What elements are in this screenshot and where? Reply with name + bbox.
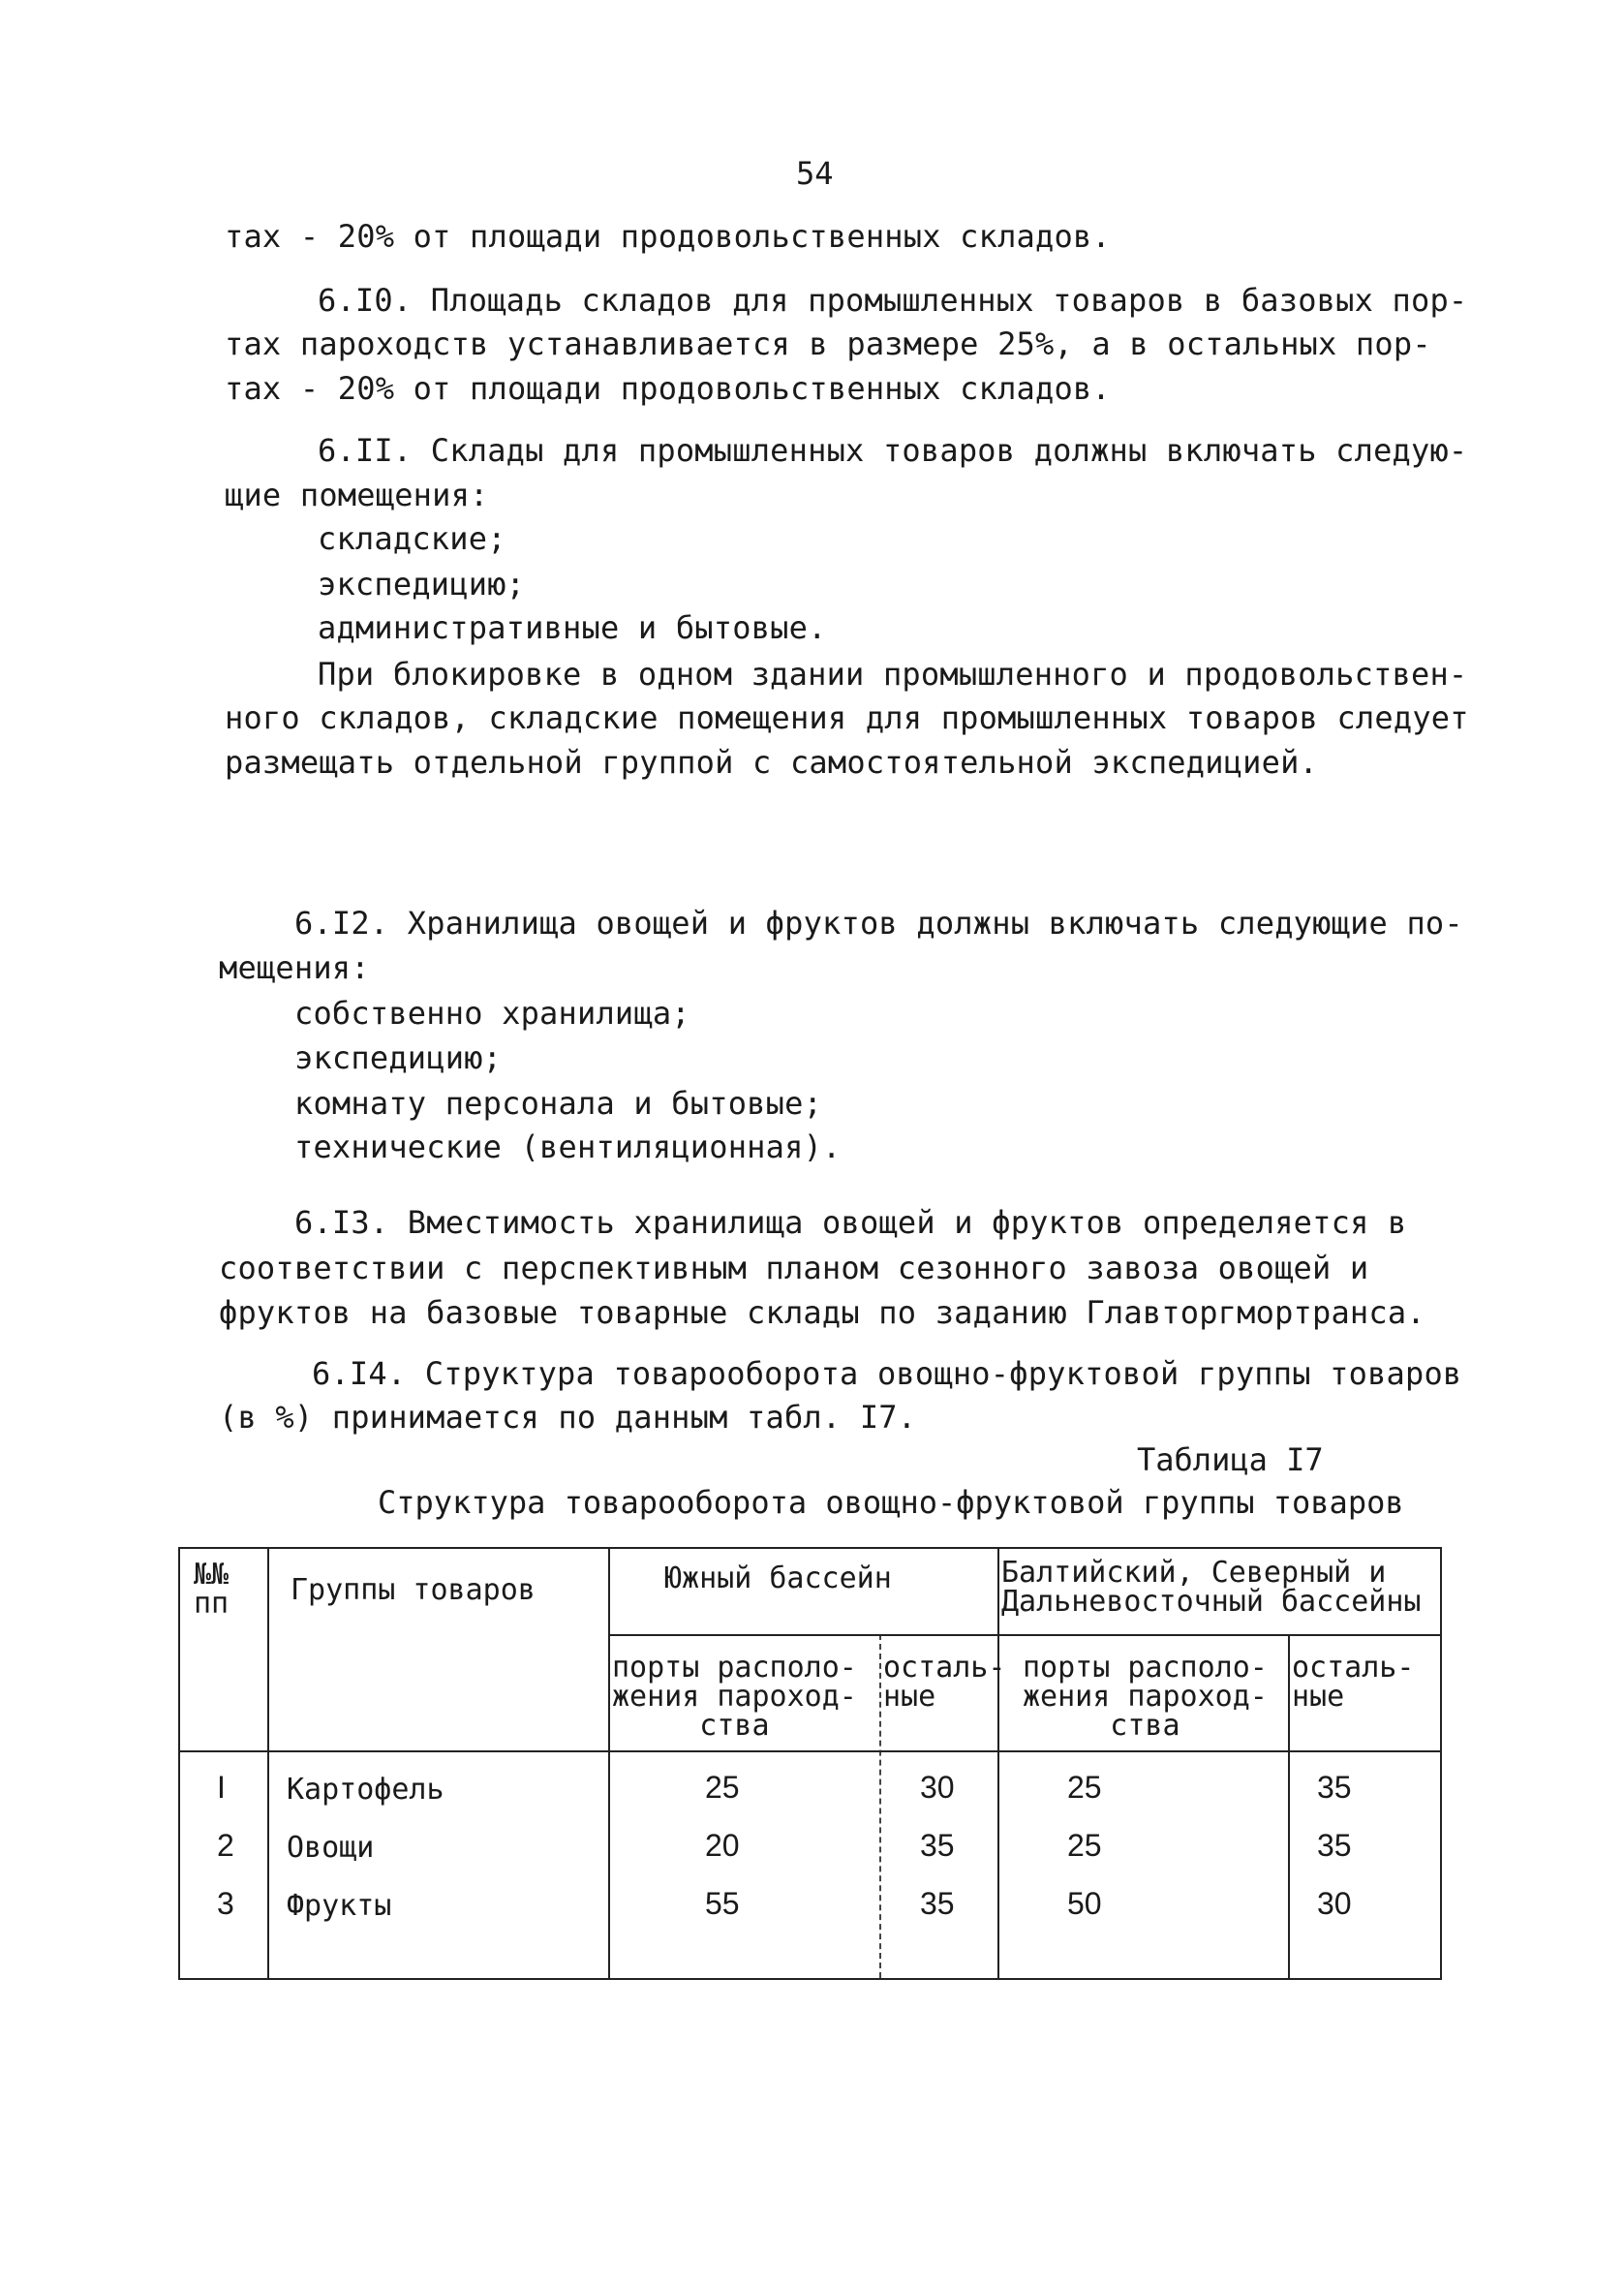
header-others-south: осталь- ные: [883, 1651, 1006, 1714]
row-value: 50: [1067, 1886, 1102, 1921]
text-line: экспедицию;: [294, 1039, 503, 1076]
text-line: собственно хранилища;: [294, 995, 690, 1032]
table-rule: [180, 1750, 1440, 1752]
row-value: 25: [1067, 1770, 1102, 1805]
text-line: 6.I0. Площадь складов для промышленных товаров в базовых пор-: [318, 282, 1468, 319]
header-ports-south: порты располо- жения пароход- ства: [612, 1651, 857, 1743]
text-line: 6.I4. Структура товарооборота овощно-фруктовой группы товаров: [312, 1355, 1462, 1392]
row-number: 3: [217, 1886, 234, 1921]
data-table: [178, 1547, 1442, 1980]
text-line: щие помещения:: [225, 477, 489, 513]
header-south-basin: Южный бассейн: [664, 1561, 892, 1595]
text-line: технические (вентиляционная).: [294, 1129, 842, 1165]
text-line: комнату персонала и бытовые;: [294, 1085, 823, 1122]
text-line: фруктов на базовые товарные склады по заданию Главторгмортранса.: [219, 1294, 1425, 1331]
table-title: Структура товарооборота овощно-фруктовой группы товаров: [378, 1484, 1404, 1521]
row-number: I: [217, 1770, 226, 1805]
table-rule: [608, 1634, 1440, 1636]
row-value: 25: [1067, 1828, 1102, 1863]
row-value: 35: [1317, 1828, 1352, 1863]
row-value: 55: [705, 1886, 740, 1921]
text-line: 6.I2. Хранилища овощей и фруктов должны включать следующие по-: [294, 905, 1463, 942]
row-group: Фрукты: [287, 1889, 392, 1923]
row-value: 30: [1317, 1886, 1352, 1921]
header-others-north: осталь- ные: [1292, 1651, 1415, 1714]
header-group: Группы товаров: [291, 1573, 536, 1607]
row-value: 35: [920, 1828, 955, 1863]
row-value: 25: [705, 1770, 740, 1805]
text-line: тах - 20% от площади продовольственных складов.: [225, 218, 1111, 255]
row-number: 2: [217, 1828, 234, 1863]
text-line: (в %) принимается по данным табл. I7.: [219, 1399, 917, 1436]
table-rule: [608, 1549, 610, 1978]
row-value: 35: [1317, 1770, 1352, 1805]
header-north-basins: Балтийский, Северный и Дальневосточный бассейны: [1001, 1556, 1422, 1619]
text-line: складские;: [318, 520, 506, 557]
row-value: 20: [705, 1828, 740, 1863]
row-group: Картофель: [287, 1773, 444, 1807]
table-rule: [879, 1634, 881, 1978]
text-line: ного складов, складские помещения для промышленных товаров следует: [225, 699, 1469, 736]
table-rule: [267, 1549, 269, 1978]
text-line: размещать отдельной группой с самостоятельной экспедицией.: [225, 744, 1319, 781]
text-line: мещения:: [219, 949, 370, 986]
header-number: №№ пп: [194, 1558, 230, 1621]
table-rule: [997, 1549, 999, 1978]
header-ports-north: порты располо- жения пароход- ства: [1023, 1651, 1268, 1743]
text-line: тах пароходств устанавливается в размере 25%, а в остальных пор-: [225, 325, 1431, 362]
table-rule: [1288, 1634, 1290, 1978]
text-line: тах - 20% от площади продовольственных складов.: [225, 370, 1111, 407]
row-group: Овощи: [287, 1831, 375, 1865]
text-line: соответствии с перспективным планом сезонного завоза овощей и: [219, 1250, 1369, 1286]
text-line: экспедицию;: [318, 566, 526, 603]
text-line: 6.II. Склады для промышленных товаров должны включать следую-: [318, 432, 1468, 469]
row-value: 30: [920, 1770, 955, 1805]
page-number: 54: [796, 155, 834, 192]
row-value: 35: [920, 1886, 955, 1921]
text-line: 6.I3. Вместимость хранилища овощей и фруктов определяется в: [294, 1204, 1407, 1241]
text-line: При блокировке в одном здании промышленного и продовольствен-: [318, 656, 1468, 693]
table-label: Таблица I7: [1137, 1441, 1324, 1478]
text-line: административные и бытовые.: [318, 609, 827, 646]
